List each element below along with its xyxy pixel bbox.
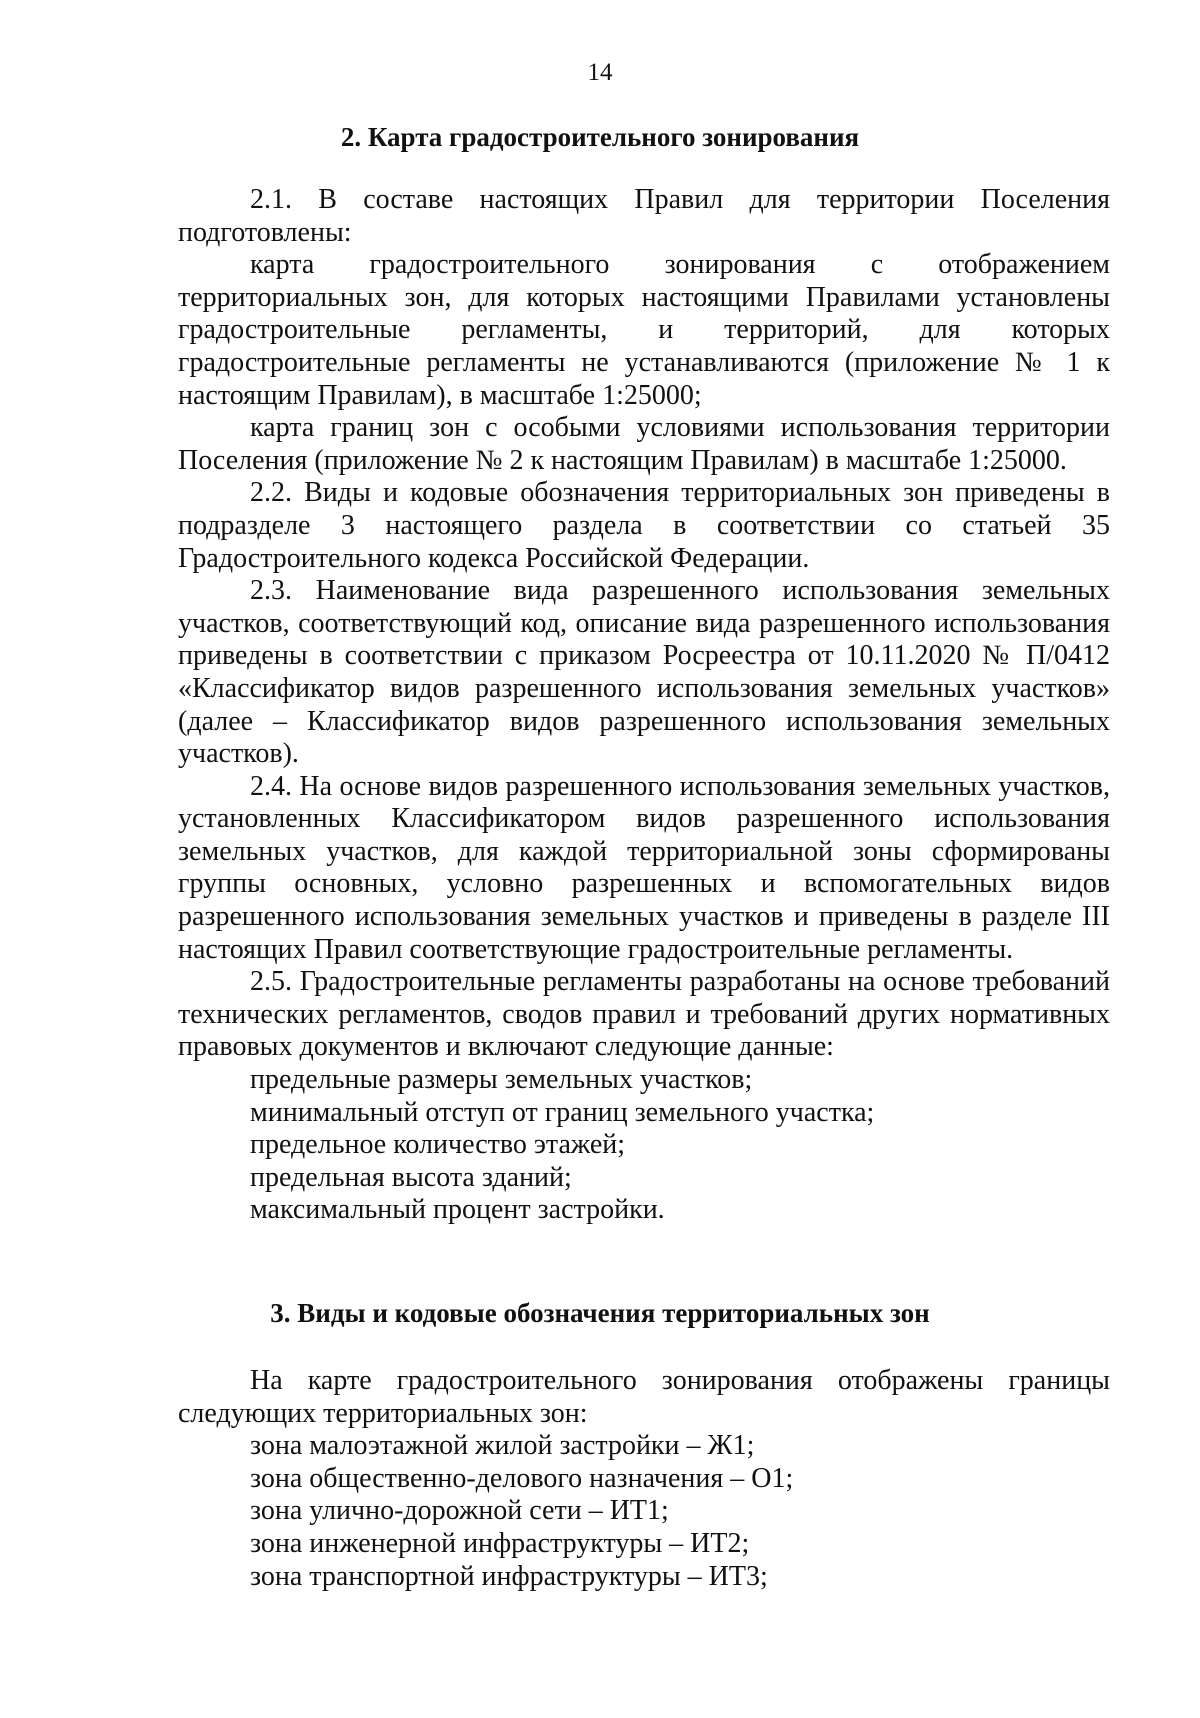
section-3-body — [178, 1365, 1110, 1593]
paragraph-2-2: 2.2. Виды и кодовые обозначения территориальных зон приведены в подразделе 3 настоящего раздела в соответствии со статьей 35 Градостроительного кодекса Российской Федерации. — [178, 477, 1110, 574]
paragraph-2-4: 2.4. На основе видов разрешенного использования земельных участков, установленных Классификатором видов разрешенного использования земельных участков, для каждой территориальной зоны сформированы группы основных, условно разрешенных и вспомогательных видов разрешенного использования земельных участков и приведены в разделе III настоящих Правил соответствующие градостроительные регламенты. — [178, 770, 1110, 965]
section-3-intro: На карте градостроительного зонирования отображены границы следующих территориальных зон: — [178, 1365, 1110, 1429]
list-item: предельные размеры земельных участков; — [250, 1064, 753, 1096]
page-number: 14 — [587, 59, 613, 86]
list-item: предельное количество этажей; — [250, 1129, 626, 1161]
list-item: минимальный отступ от границ земельного участка; — [250, 1096, 875, 1128]
paragraph-2-1: 2.1. В составе настоящих Правил для территории Поселения подготовлены: — [178, 184, 1110, 248]
zone-item: зона улично-дорожной сети – ИТ1; — [250, 1495, 669, 1527]
list-item: предельная высота зданий; — [250, 1161, 572, 1193]
section-3-heading: 3. Виды и кодовые обозначения территориальных зон — [270, 1298, 930, 1328]
zone-item: зона малоэтажной жилой застройки – Ж1; — [250, 1430, 755, 1462]
paragraph-2-1-b: карта границ зон с особыми условиями использования территории Поселения (приложение № 2 к настоящим Правилам) в масштабе 1:25000. — [178, 412, 1110, 476]
section-2-body — [178, 184, 1110, 1227]
zone-item: зона транспортной инфраструктуры – ИТ3; — [250, 1560, 768, 1592]
zone-item: зона общественно-делового назначения – О1; — [250, 1462, 794, 1494]
zone-item: зона инженерной инфраструктуры – ИТ2; — [250, 1527, 750, 1559]
paragraph-2-5: 2.5. Градостроительные регламенты разработаны на основе требований технических регламентов, сводов правил и требований других нормативных правовых документов и включают следующие данные: — [178, 966, 1110, 1063]
paragraph-2-3: 2.3. Наименование вида разрешенного использования земельных участков, соответствующий код, описание вида разрешенного использования приведены в соответствии с приказом Росреестра от 10.11.2020 № П/0412 «Классификатор видов разрешенного использования земельных участков» (далее – Классификатор видов разрешенного использования земельных участков). — [178, 575, 1110, 770]
paragraph-2-1-a: карта градостроительного зонирования с отображением территориальных зон, для которых настоящими Правилами установлены градостроительные регламенты, и территорий, для которых градостроительные регламенты не устанавливаются (приложение № 1 к настоящим Правилам), в масштабе 1:25000; — [178, 249, 1110, 411]
list-item: максимальный процент застройки. — [250, 1194, 665, 1226]
section-2-heading: 2. Карта градостроительного зонирования — [340, 122, 860, 152]
